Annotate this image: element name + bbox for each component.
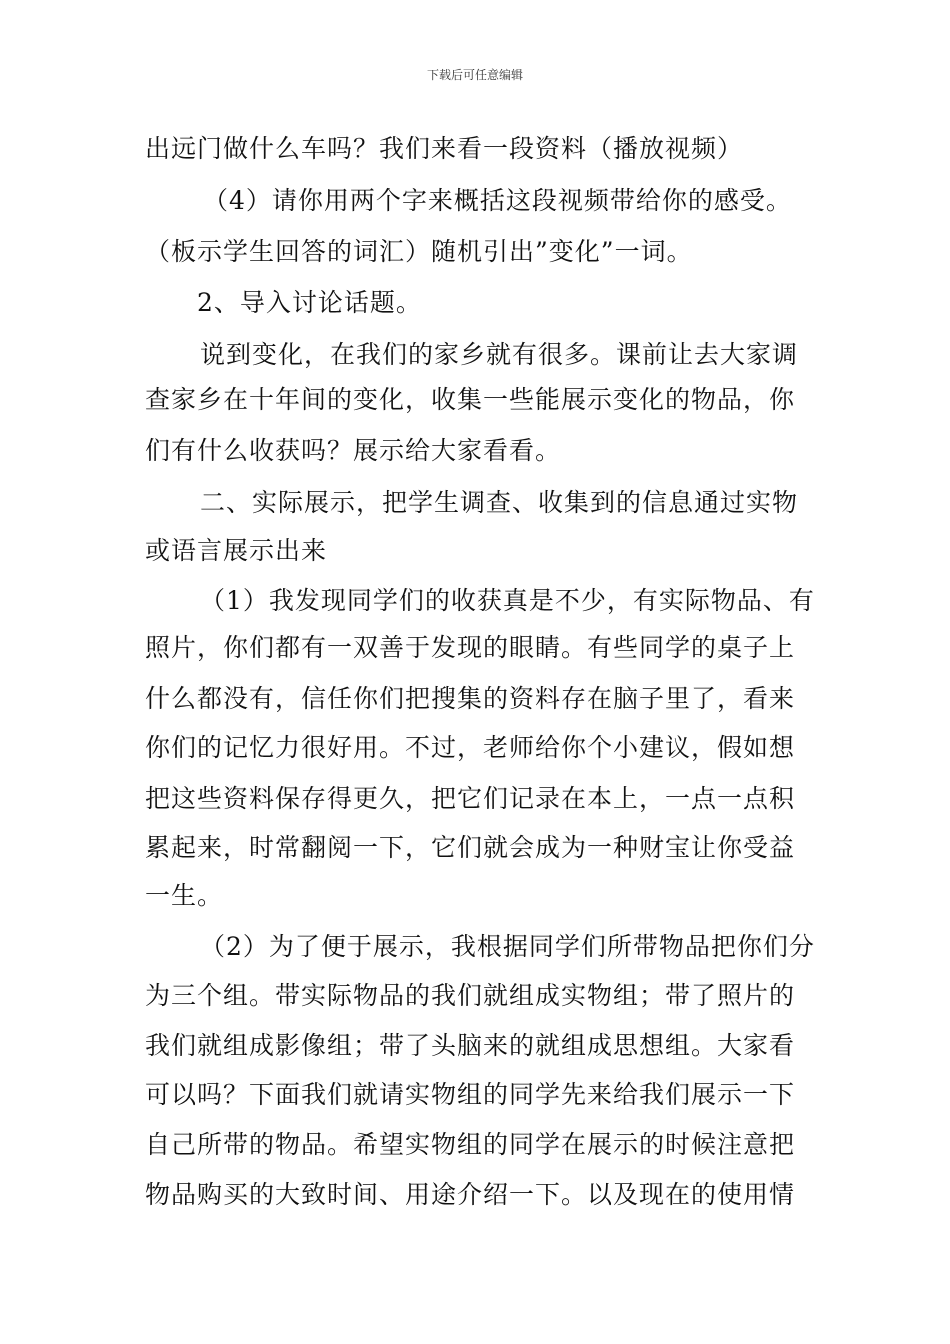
text-line: （4）请你用两个字来概括这段视频带给你的感受。 [203,186,792,215]
text-line: （2）为了便于展示，我根据同学们所带物品把你们分 [200,932,815,961]
text-line: 照片，你们都有一双善于发现的眼睛。有些同学的桌子上 [145,633,796,662]
text-line: （板示学生回答的词汇）随机引出”变化”一词。 [145,237,693,266]
text-line: 一生。 [145,881,224,910]
text-line: 们有什么收获吗？展示给大家看看。 [145,436,562,465]
text-line: 可以吗？下面我们就请实物组的同学先来给我们展示一下 [145,1080,796,1109]
text-line: 查家乡在十年间的变化，收集一些能展示变化的物品，你 [145,385,796,414]
text-line: 我们就组成影像组；带了头脑来的就组成思想组。大家看 [145,1031,796,1060]
text-line: 二、实际展示，把学生调查、收集到的信息通过实物 [200,488,799,517]
page-header: 下载后可任意编辑 [426,68,523,82]
text-line: 为三个组。带实际物品的我们就组成实物组；带了照片的 [145,981,796,1010]
text-line: 说到变化，在我们的家乡就有很多。课前让去大家调 [200,340,799,369]
text-line: 自己所带的物品。希望实物组的同学在展示的时候注意把 [145,1130,796,1159]
text-line: 出远门做什么车吗？我们来看一段资料（播放视频） [145,134,744,163]
text-line: 2、导入讨论话题。 [197,288,422,317]
text-line: 把这些资料保存得更久，把它们记录在本上，一点一点积 [145,784,796,813]
text-line: （1）我发现同学们的收获真是不少，有实际物品、有 [200,586,815,615]
text-line: 累起来，时常翻阅一下，它们就会成为一种财宝让你受益 [145,833,796,862]
text-line: 物品购买的大致时间、用途介绍一下。以及现在的使用情 [145,1180,796,1209]
text-line: 或语言展示出来 [145,536,328,565]
text-line: 你们的记忆力很好用。不过，老师给你个小建议，假如想 [145,733,796,762]
text-line: 什么都没有，信任你们把搜集的资料存在脑子里了，看来 [145,684,796,713]
